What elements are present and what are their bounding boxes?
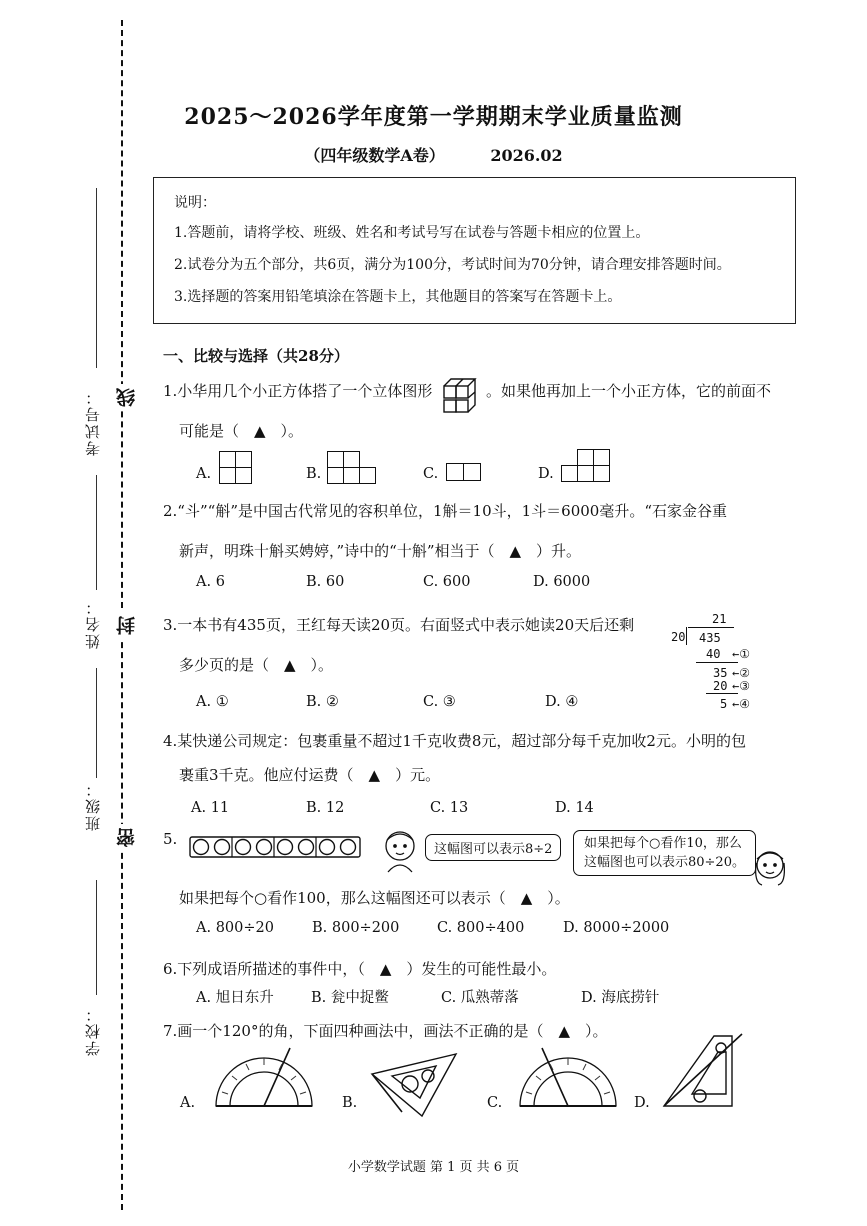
q5-number: 5.	[163, 830, 178, 848]
division-bar	[688, 627, 734, 628]
q3-option-b: B. ②	[306, 694, 339, 710]
q1-text-part1: 1.小华用几个小正方体搭了一个立体图形	[163, 382, 433, 400]
division-mark-1: ←①	[732, 647, 750, 661]
exam-no-line	[96, 188, 97, 368]
instructions-heading: 说明：	[174, 195, 216, 211]
speech-bubble-girl-line2: 这幅图也可以表示80÷20。	[584, 855, 745, 870]
division-step-1: 40	[706, 647, 721, 661]
division-divisor: 20	[671, 630, 686, 644]
name-line	[96, 475, 97, 590]
page-footer: 小学数学试题 第 1 页 共 6 页	[347, 1160, 520, 1175]
division-quotient: 21	[712, 612, 727, 626]
q3-option-d: D. ④	[545, 694, 579, 710]
class-label: 班级：	[84, 780, 102, 831]
division-line-2	[706, 693, 738, 694]
speech-bubble-girl	[573, 830, 756, 876]
protractor-a-figure	[208, 1042, 320, 1112]
q4-option-c: C. 13	[430, 800, 469, 816]
school-line	[96, 880, 97, 995]
q2-option-b: B. 60	[306, 574, 345, 590]
q1-option-c-label: C.	[423, 466, 439, 482]
triangle-ruler-d-figure	[658, 1030, 748, 1112]
q7-option-d: D.	[634, 1095, 650, 1111]
division-mark-3: ←③	[732, 679, 750, 693]
exam-date: 2026.02	[490, 146, 563, 165]
q1-text-line2: 可能是（ ▲ ）。	[179, 422, 304, 440]
q5-option-b: B. 800÷200	[312, 920, 400, 936]
q7-option-a: A.	[180, 1095, 196, 1111]
section-title: 一、比较与选择（共28分）	[163, 347, 349, 365]
seal-char-line: 线	[113, 384, 140, 411]
q3-long-division	[660, 612, 780, 712]
division-line-1	[696, 662, 738, 663]
q4-option-b: B. 12	[306, 800, 345, 816]
q7-option-c: C.	[487, 1095, 503, 1111]
division-mark-2: ←②	[732, 666, 750, 680]
q3-text-line1: 3.一本书有435页，王红每天读20页。右面竖式中表示她读20天后还剩	[163, 616, 635, 634]
class-line	[96, 668, 97, 778]
speech-bubble-boy: 这幅图可以表示8÷2	[425, 834, 561, 861]
q1-option-b-figure	[327, 451, 377, 485]
speech-bubble-girl-line1: 如果把每个○看作10，那么	[584, 836, 742, 851]
name-label: 姓名：	[84, 598, 102, 649]
q1-option-d-figure	[561, 449, 611, 483]
q6-option-d: D. 海底捞针	[581, 990, 660, 1006]
q6-option-c: C. 瓜熟蒂落	[441, 990, 519, 1006]
q1-option-a-label: A.	[196, 466, 212, 482]
q5-option-d: D. 8000÷2000	[563, 920, 670, 936]
q2-option-c: C. 600	[423, 574, 471, 590]
q3-text-line2: 多少页的是（ ▲ ）。	[179, 656, 334, 674]
instruction-item: 3.选择题的答案用铅笔填涂在答题卡上，其他题目的答案写在答题卡上。	[174, 289, 622, 305]
q5-option-c: C. 800÷400	[437, 920, 525, 936]
triangle-ruler-b-figure	[362, 1048, 466, 1120]
q1-option-b-label: B.	[306, 466, 322, 482]
division-step-3: 20	[713, 679, 728, 693]
circles-row-figure	[188, 835, 362, 859]
instruction-item: 2.试卷分为五个部分，共6页，满分为100分，考试时间为70分钟，请合理安排答题时间。	[174, 257, 731, 273]
q5-question: 如果把每个○看作100，那么这幅图还可以表示（ ▲ ）。	[179, 889, 570, 907]
division-step-2: 35	[713, 666, 728, 680]
q2-option-d: D. 6000	[533, 574, 591, 590]
q6-option-a: A. 旭日东升	[196, 990, 274, 1006]
q4-option-a: A. 11	[191, 800, 230, 816]
exam-no-label: 考试号：	[84, 388, 102, 456]
exam-subtitle	[0, 143, 867, 166]
q7-text: 7.画一个120°的角，下面四种画法中，画法不正确的是（ ▲ ）。	[163, 1022, 608, 1040]
seal-char-seal: 封	[113, 612, 140, 639]
q1-option-c-figure	[446, 463, 482, 483]
q1-text-part2: 。如果他再加上一个小正方体，它的前面不	[486, 382, 772, 400]
q1-option-d-label: D.	[538, 466, 554, 482]
division-mark-4: ←④	[732, 697, 750, 711]
division-dividend: 435	[699, 631, 721, 645]
q2-text-line2: 新声，明珠十斛买娉婷，”诗中的“十斛”相当于（ ▲ ）升。	[179, 542, 582, 560]
q2-option-a: A. 6	[196, 574, 225, 590]
q3-option-a: A. ①	[196, 694, 229, 710]
division-bracket	[686, 627, 687, 645]
q2-text-line1: 2.“斗”“斛”是中国古代常见的容积单位，1斛＝10斗，1斗＝6000毫升。“石家金谷重	[163, 502, 728, 520]
q6-option-b: B. 瓮中捉鳖	[311, 990, 389, 1006]
q5-option-a: A. 800÷20	[196, 920, 274, 936]
q6-text: 6.下列成语所描述的事件中，（ ▲ ）发生的可能性最小。	[163, 960, 557, 978]
q1-option-a-figure	[219, 451, 253, 485]
girl-character-icon	[748, 845, 792, 891]
q7-option-b: B.	[342, 1095, 358, 1111]
q4-option-d: D. 14	[555, 800, 594, 816]
boy-character-icon	[380, 828, 420, 874]
exam-title: 2025～2026学年度第一学期期末学业质量监测	[184, 104, 683, 130]
school-label: 学校：	[84, 1005, 102, 1056]
q4-text-line1: 4.某快递公司规定：包裹重量不超过1千克收费8元，超过部分每千克加收2元。小明的包	[163, 732, 746, 750]
q3-option-c: C. ③	[423, 694, 456, 710]
seal-char-close: 密	[113, 824, 140, 851]
cube-solid-figure-icon	[441, 372, 485, 416]
division-step-4: 5	[720, 697, 728, 711]
protractor-c-figure	[512, 1042, 624, 1112]
paper-name: （四年级数学A卷）	[304, 146, 445, 165]
q4-text-line2: 裹重3千克。他应付运费（ ▲ ）元。	[179, 766, 441, 784]
instructions-box	[153, 177, 796, 324]
instruction-item: 1.答题前，请将学校、班级、姓名和考试号写在试卷与答题卡相应的位置上。	[174, 225, 650, 241]
